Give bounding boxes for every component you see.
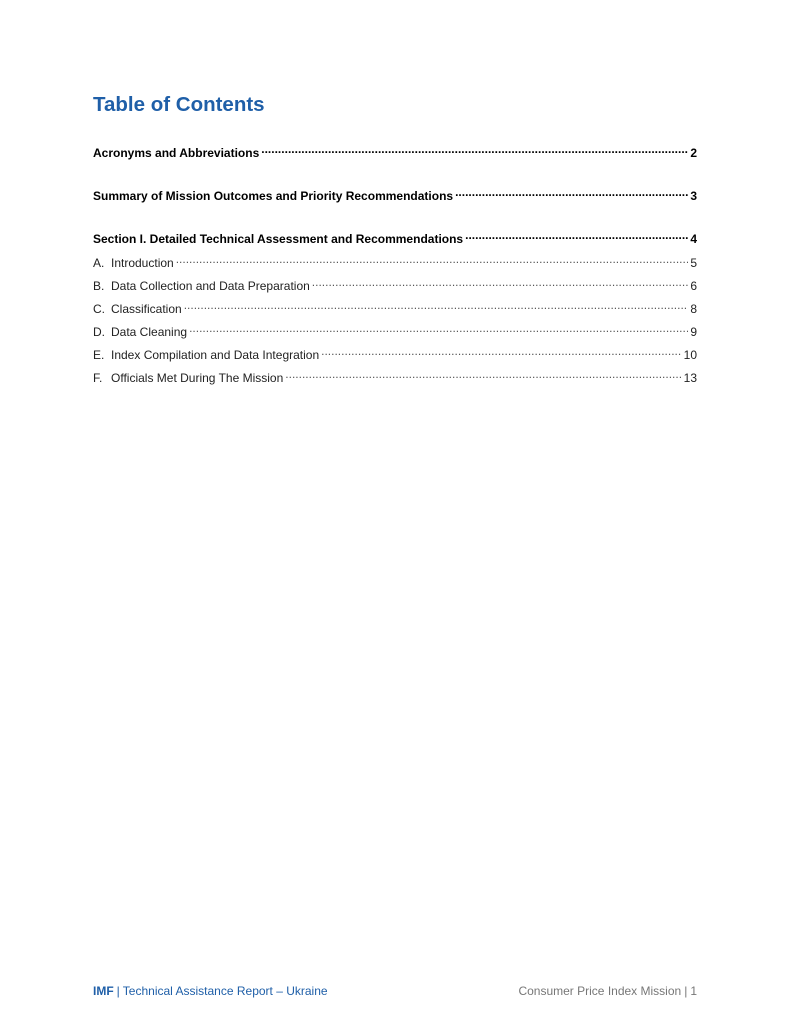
toc-leader-dots (184, 298, 689, 313)
toc-leader-dots (285, 367, 681, 382)
toc-leader-dots (465, 228, 688, 243)
toc-entry-letter: D. (93, 325, 105, 339)
toc-page-number: 6 (690, 279, 697, 293)
toc-entry-letter: B. (93, 279, 105, 293)
footer-report-title: Technical Assistance Report – Ukraine (122, 984, 328, 998)
toc-entry-acronyms[interactable] (93, 142, 697, 161)
toc-entry-label-wrap (93, 348, 319, 363)
toc-entry-summary[interactable] (93, 185, 697, 204)
toc-entry-label-wrap (93, 256, 174, 271)
toc-entry-section-one[interactable] (93, 228, 697, 247)
toc-entry-introduction[interactable] (93, 252, 697, 271)
toc-entry-label: Section I. Detailed Technical Assessment and Recommendations (93, 232, 464, 246)
toc-entry-label: Data Collection and Data Preparation (111, 279, 310, 293)
toc-entry-letter: C. (93, 302, 105, 316)
footer-page-info (518, 984, 697, 999)
toc-page-number: 10 (683, 348, 697, 362)
toc-entry-label: Officials Met During The Mission (111, 371, 284, 385)
toc-entry-classification[interactable] (93, 298, 697, 317)
toc-page-number: 3 (690, 189, 697, 203)
page-title: Table of Contents (93, 93, 265, 116)
toc-entry-label: Classification (111, 302, 182, 316)
page-footer (93, 984, 697, 999)
toc-entry-label: Index Compilation and Data Integration (111, 348, 320, 362)
footer-report-info (93, 984, 328, 999)
toc-entry-officials-met[interactable] (93, 367, 697, 386)
toc-page-number: 2 (690, 146, 697, 160)
toc-page-number: 8 (690, 302, 697, 316)
table-of-contents (93, 142, 697, 386)
toc-page-number: 13 (683, 371, 697, 385)
toc-leader-dots (189, 321, 688, 336)
footer-brand: IMF (93, 984, 114, 998)
footer-separator: | (684, 984, 688, 998)
toc-leader-dots (455, 185, 688, 200)
footer-separator: | (116, 984, 120, 998)
toc-entry-label: Introduction (111, 256, 174, 270)
toc-leader-dots (261, 142, 688, 157)
toc-entry-index-compilation[interactable] (93, 344, 697, 363)
footer-page-number: 1 (690, 984, 697, 998)
footer-mission-title: Consumer Price Index Mission (518, 984, 682, 998)
toc-entry-letter: A. (93, 256, 105, 270)
toc-entry-letter: F. (93, 371, 103, 385)
toc-entry-label-wrap (93, 279, 310, 294)
toc-page-number: 4 (690, 232, 697, 246)
toc-leader-dots (312, 275, 689, 290)
toc-entry-data-cleaning[interactable] (93, 321, 697, 340)
toc-leader-dots (321, 344, 682, 359)
toc-entry-label-wrap (93, 302, 182, 317)
toc-page-number: 9 (690, 325, 697, 339)
toc-entry-data-collection[interactable] (93, 275, 697, 294)
toc-entry-label-wrap (93, 325, 187, 340)
toc-entry-label: Acronyms and Abbreviations (93, 146, 260, 160)
toc-entry-label: Summary of Mission Outcomes and Priority Recommendations (93, 189, 454, 203)
toc-entry-letter: E. (93, 348, 105, 362)
toc-entry-label-wrap (93, 371, 283, 386)
toc-entry-label: Data Cleaning (111, 325, 188, 339)
toc-leader-dots (176, 252, 689, 267)
toc-page-number: 5 (690, 256, 697, 270)
